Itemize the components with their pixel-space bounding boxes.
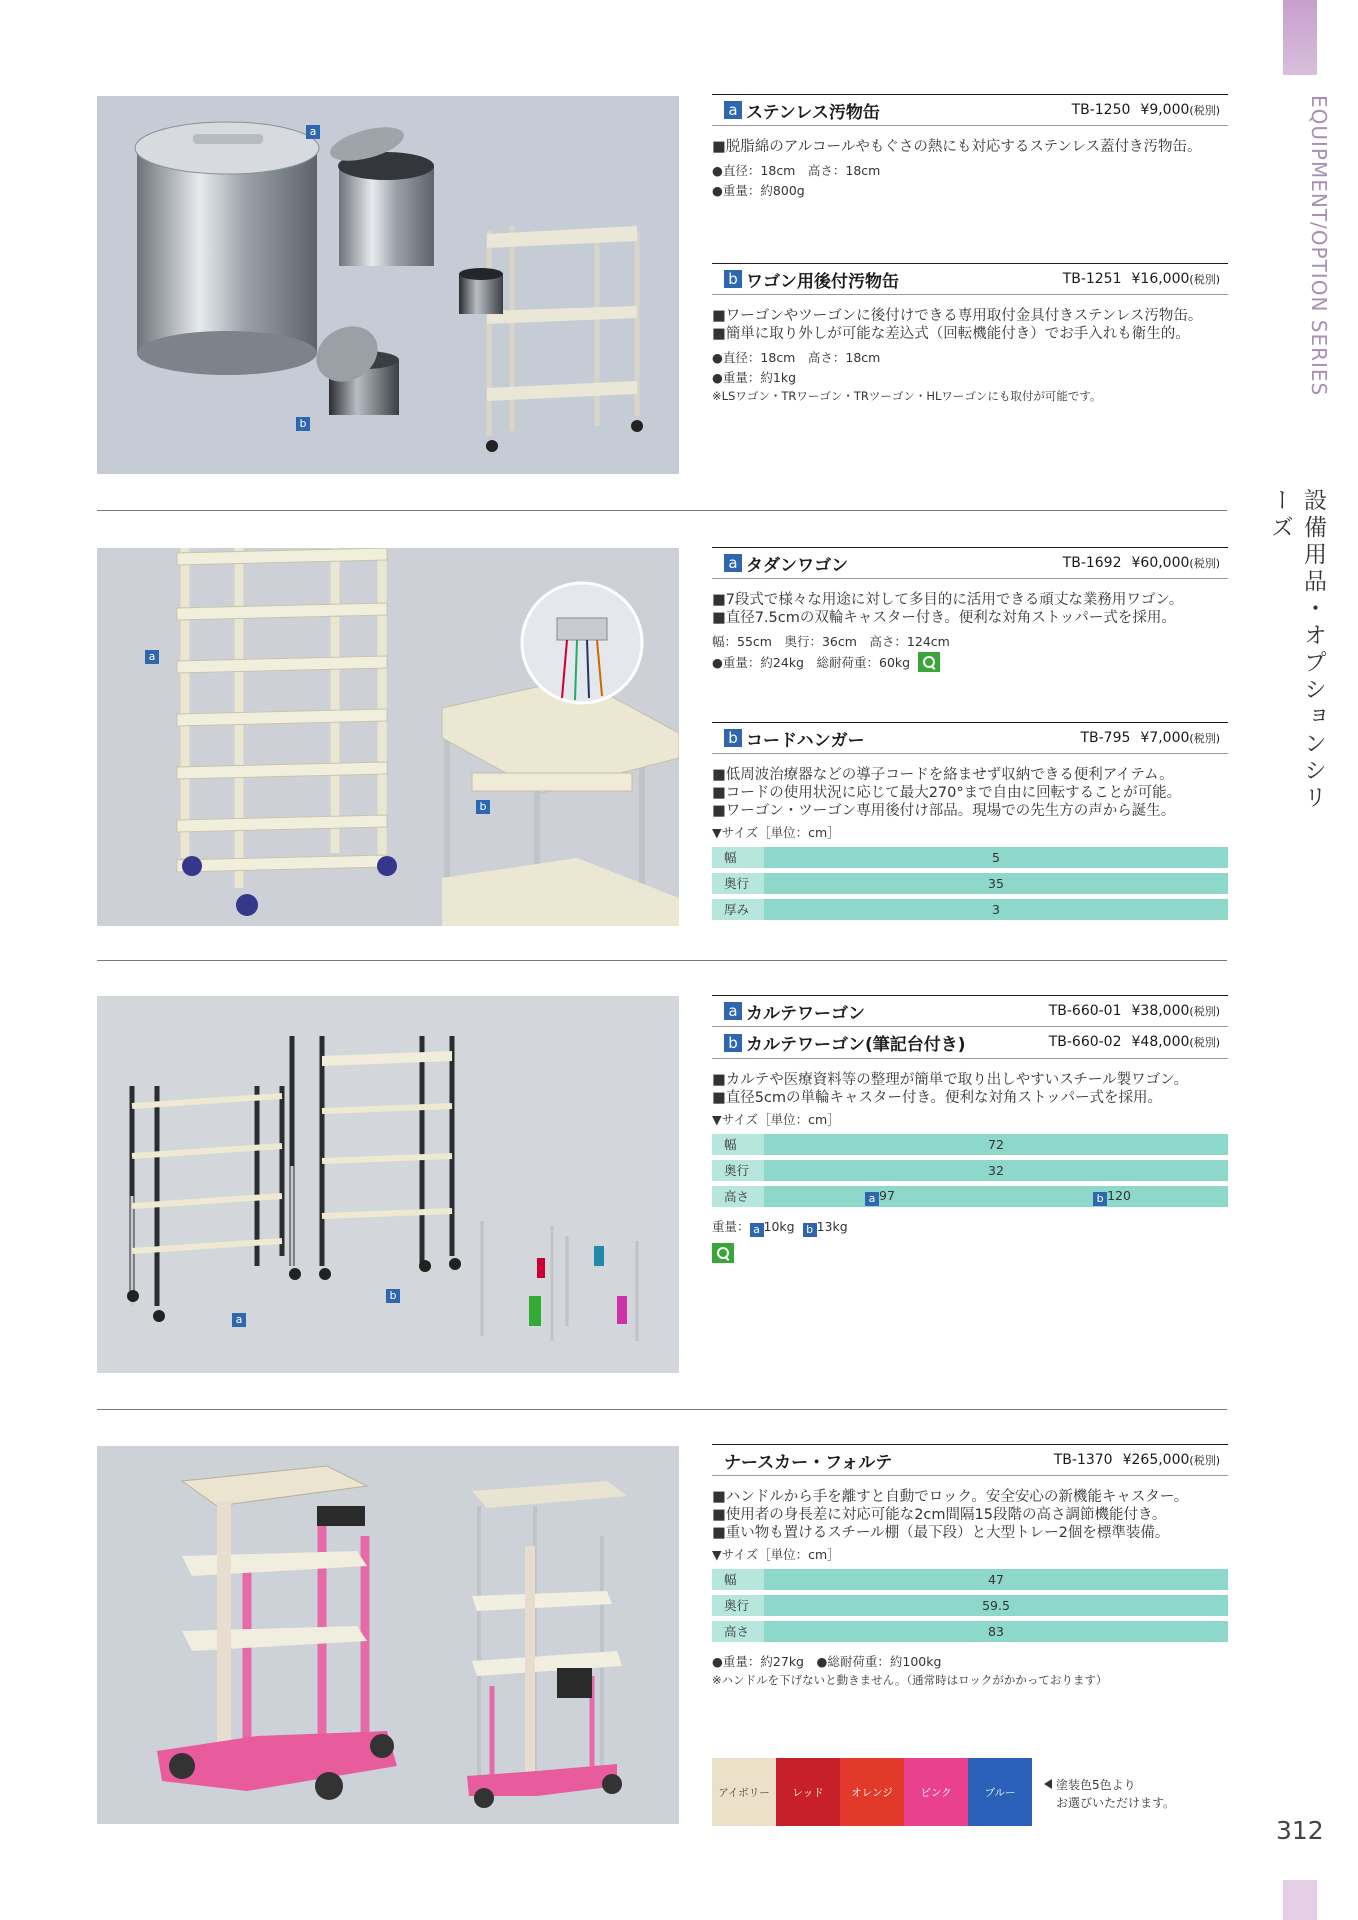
product-header	[712, 1027, 1228, 1059]
photo-tag-b: b	[296, 417, 310, 431]
product-note: ※ハンドルを下げないと動きません。（通常時はロックがかかっております）	[712, 1673, 1108, 1687]
page-number: 312	[1276, 1816, 1324, 1845]
product-specs: ●重量：約27kg ●総耐荷重：約100kg	[712, 1654, 942, 1669]
swatch-red[interactable]: レッド	[776, 1758, 840, 1826]
product-specs: ●直径：18cm 高さ：18cm ●重量：約1kg	[712, 350, 881, 385]
product-description: ■7段式で様々な用途に対して多目的に活用できる頑丈な業務用ワゴン。 ■直径7.5cmの双輪キャスター付き。便利な対角ストッパー式を採用。	[712, 592, 1184, 626]
size-row: 幅 47	[712, 1569, 1228, 1590]
size-row: 厚み 3	[712, 899, 1228, 920]
product-note: ※LSワゴン・TRワーゴン・TRツーゴン・HLワーゴンにも取付が可能です。	[712, 389, 1102, 403]
section-divider	[97, 510, 1227, 511]
product-block-tb1250	[712, 94, 1228, 201]
nurse-car-forte-photo	[97, 1446, 679, 1824]
product-price: TB-795 ¥7,000(税別)	[1080, 730, 1220, 746]
swatch-pink[interactable]: ピンク	[904, 1758, 968, 1826]
product-price: TB-1692 ¥60,000(税別)	[1062, 555, 1220, 571]
product-name: ステンレス汚物缶	[746, 102, 880, 123]
size-row: 奥行 59.5	[712, 1595, 1228, 1616]
product-name: ナースカー・フォルテ	[724, 1452, 893, 1473]
product-header	[712, 995, 1228, 1027]
product-name: カルテワーゴン	[746, 1003, 865, 1024]
photo-tag-b: b	[386, 1289, 400, 1303]
product-letter: b	[724, 1034, 742, 1052]
color-swatches	[712, 1758, 1032, 1826]
product-letter: a	[724, 554, 742, 572]
search-icon[interactable]	[712, 1243, 734, 1263]
search-icon[interactable]	[918, 652, 940, 672]
product-block-tb1370	[712, 1444, 1228, 1688]
product-name: ワゴン用後付汚物缶	[746, 271, 899, 292]
photo-tag-a: a	[232, 1313, 246, 1327]
product-name: カルテワーゴン(筆記台付き)	[746, 1035, 966, 1055]
product-block-tb795	[712, 722, 1228, 920]
product-specs: ●直径：18cm 高さ：18cm ●重量：約800g	[712, 163, 881, 198]
sidebar-accent-bar-bottom	[1283, 1880, 1317, 1920]
karte-wagon-photo	[97, 996, 679, 1373]
product-price: TB-660-02 ¥48,000(税別)	[1048, 1034, 1220, 1050]
product-name: タダンワゴン	[746, 555, 849, 576]
product-price: TB-660-01 ¥38,000(税別)	[1048, 1003, 1220, 1019]
product-description: ■低周波治療器などの導子コードを絡ませず収納できる便利アイテム。 ■コードの使用状況に応じて最大270°まで自由に回転することが可能。 ■ワーゴン・ツーゴン専用後付け部品。現場での先生方の声から誕生。	[712, 767, 1182, 819]
product-price: TB-1370 ¥265,000(税別)	[1053, 1452, 1220, 1468]
product-header	[712, 722, 1228, 754]
section-divider	[97, 960, 1227, 961]
size-table-title: ▼サイズ［単位：cm］	[712, 1547, 840, 1562]
tadan-wagon-photo	[97, 548, 679, 926]
tag-a: a	[865, 1192, 879, 1206]
product-description: ■ハンドルから手を離すと自動でロック。安全安心の新機能キャスター。 ■使用者の身長差に対応可能な2cm間隔15段階の高さ調節機能付き。 ■重い物も置けるスチール棚（最下段）と大型トレー2個を標準装備。	[712, 1489, 1189, 1541]
product-letter: b	[724, 729, 742, 747]
product-block-tb1692	[712, 547, 1228, 673]
product-header	[712, 1444, 1228, 1476]
product-block-tb660	[712, 995, 1228, 1263]
size-row: 高さ 83	[712, 1621, 1228, 1642]
photo-tag-a: a	[145, 650, 159, 664]
size-row-height: 高さ a 97 b 120	[712, 1186, 1228, 1207]
section-title-jp: 設備用品・オプションシリーズ	[1267, 488, 1326, 812]
product-description: ■カルテや医療資料等の整理が簡単で取り出しやすいスチール製ワゴン。 ■直径5cmの単輪キャスター付き。便利な対角ストッパー式を採用。	[712, 1072, 1188, 1106]
photo-tag-b: b	[476, 800, 490, 814]
swatch-orange[interactable]: オレンジ	[840, 1758, 904, 1826]
size-row: 奥行 35	[712, 873, 1228, 894]
product-letter: a	[724, 1002, 742, 1020]
size-row: 奥行 32	[712, 1160, 1228, 1181]
product-header	[712, 547, 1228, 579]
size-row: 幅 5	[712, 847, 1228, 868]
product-header	[712, 263, 1228, 295]
size-row: 幅 72	[712, 1134, 1228, 1155]
size-table-title: ▼サイズ［単位：cm］	[712, 825, 840, 840]
swatch-blue[interactable]: ブルー	[968, 1758, 1032, 1826]
swatch-ivory[interactable]: アイボリー	[712, 1758, 776, 1826]
stainless-waste-can-photo	[97, 96, 679, 474]
tag-b: b	[1093, 1192, 1107, 1206]
product-weight: 重量： a 10kg b 13kg	[712, 1219, 848, 1236]
product-letter: a	[724, 101, 742, 119]
product-description: ■脱脂綿のアルコールやもぐさの熱にも対応するステンレス蓋付き汚物缶。	[712, 139, 1202, 155]
product-specs: 幅：55cm 奥行：36cm 高さ：124cm ●重量：約24kg 総耐荷重：60kg	[712, 634, 950, 670]
size-table-title: ▼サイズ［単位：cm］	[712, 1112, 840, 1127]
section-divider	[97, 1409, 1227, 1410]
color-note: 塗装色5色より お選びいただけます。	[1044, 1776, 1175, 1812]
product-description: ■ワーゴンやツーゴンに後付けできる専用取付金具付きステンレス汚物缶。 ■簡単に取り外しが可能な差込式（回転機能付き）でお手入れも衛生的。	[712, 308, 1203, 342]
product-name: コードハンガー	[746, 730, 865, 751]
product-price: TB-1250 ¥9,000(税別)	[1071, 102, 1220, 118]
triangle-left-icon	[1044, 1779, 1052, 1789]
photo-tag-a: a	[306, 125, 320, 139]
product-block-tb1251	[712, 263, 1228, 404]
sidebar-accent-bar	[1283, 0, 1317, 75]
product-price: TB-1251 ¥16,000(税別)	[1062, 271, 1220, 287]
section-title-en: EQUIPMENT/OPTION SERIES	[1307, 95, 1331, 397]
product-letter: b	[724, 270, 742, 288]
product-header	[712, 94, 1228, 126]
